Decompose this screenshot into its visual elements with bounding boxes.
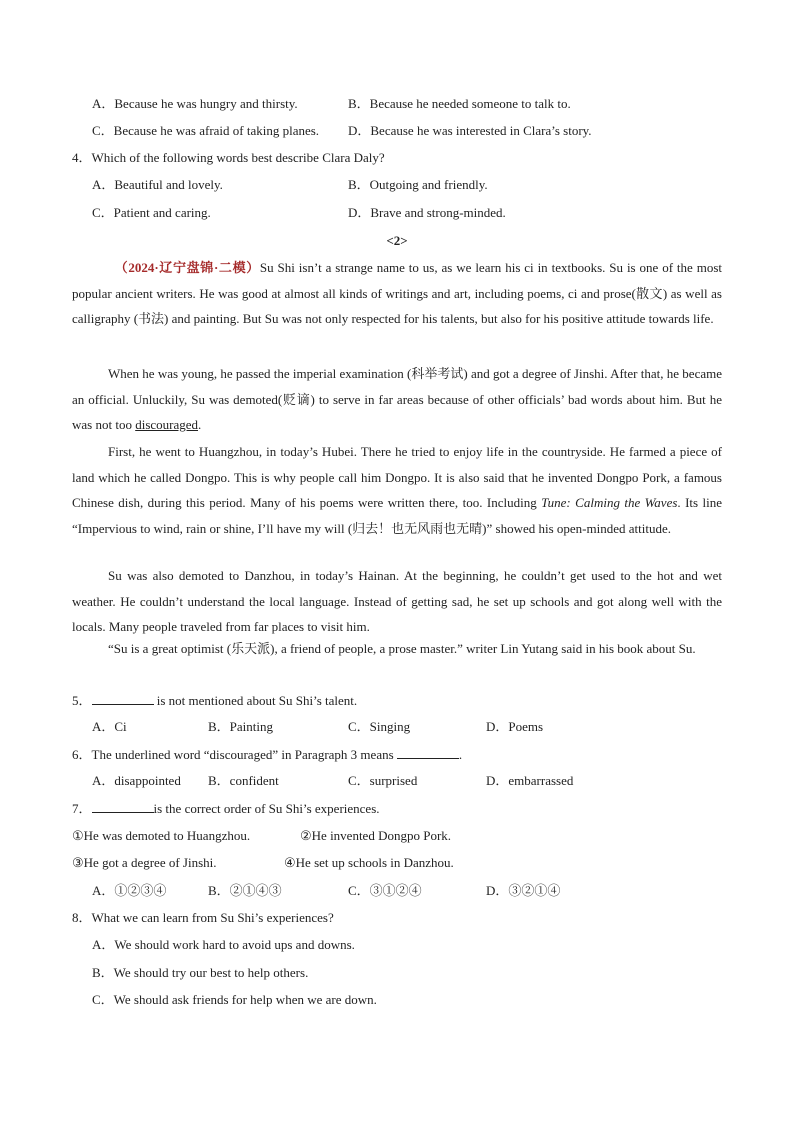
q7-option-d: D．③②①④ [486, 883, 561, 898]
q4-option-b: B．Outgoing and friendly. [348, 177, 488, 192]
answer-blank [397, 746, 459, 759]
q6-option-d: D．embarrassed [486, 773, 574, 788]
q5-stem [72, 692, 357, 709]
q8-option-b: B．We should try our best to help others. [92, 965, 309, 980]
answer-blank [92, 800, 154, 813]
q3-option-c: C．Because he was afraid of taking planes. [92, 123, 320, 138]
q5-option-d: D．Poems [486, 719, 544, 734]
q7-event-3: ③He got a degree of Jinshi. [72, 855, 217, 870]
q7-event-4: ④He set up schools in Danzhou. [284, 855, 454, 870]
passage-source: （2024·辽宁盘锦·二模） [114, 260, 260, 275]
q4-option-c: C．Patient and caring. [92, 205, 211, 220]
passage-paragraph-3 [72, 439, 722, 541]
q6-option-a: A．disappointed [92, 773, 181, 788]
q6-text: 6．The underlined word “discouraged” in Paragraph 3 means [72, 747, 397, 762]
q3-option-b: B．Because he needed someone to talk to. [348, 96, 571, 111]
q7-number: 7． [72, 801, 92, 816]
q6-end: . [458, 747, 463, 762]
passage-p2-end: . [198, 417, 202, 432]
q4-option-a: A．Beautiful and lovely. [92, 177, 223, 192]
q7-event-1: ①He was demoted to Huangzhou. [72, 828, 251, 843]
q4-option-d: D．Brave and strong-minded. [348, 205, 506, 220]
q3-option-a: A．Because he was hungry and thirsty. [92, 96, 298, 111]
passage-p3-text-b: . Its line “Impervious to wind, rain or shine, I’ll have my will (归去！也无风雨也无晴)” showed his open-minded attitude. [72, 495, 722, 536]
passage-paragraph-2 [72, 361, 722, 438]
passage-paragraph-4: Su was also demoted to Danzhou, in today’s Hainan. At the beginning, he couldn’t get used to the hot and wet weather. He couldn’t understand the local language. Instead of getting sad, he set up schools and got along well with the locals. Many people traveled from far places to visit him. [72, 568, 722, 634]
q7-text: is the correct order of Su Shi’s experiences. [153, 801, 380, 816]
q5-option-b: B．Painting [208, 719, 274, 734]
q7-event-2: ②He invented Dongpo Pork. [300, 828, 452, 843]
poem-title: Tune: Calming the Waves [541, 495, 678, 510]
q6-option-b: B．confident [208, 773, 279, 788]
q6-stem [72, 746, 462, 763]
passage-p3-text: First, he went to Huangzhou, in today’s Hubei. There he tried to enjoy life in the countryside. He farmed a piece of land which he called Dongpo. This is why people call him Dongpo. It is also said that he invented Dongpo Pork, a famous Chinese dish, during this period. Many of his poems were written there, too. Including [72, 444, 722, 510]
underlined-word: discouraged [135, 417, 199, 432]
q5-option-a: A．Ci [92, 719, 127, 734]
section-title: <2> [386, 233, 408, 248]
passage-p2-text: When he was young, he passed the imperial examination (科举考试) and got a degree of Jinshi. After that, he became an official. Unluckily, Su was demoted(贬谪) to serve in far areas because of other officials’ bad words about him. But he was not too [72, 366, 722, 432]
answer-blank [92, 692, 154, 705]
passage-paragraph-5: “Su is a great optimist (乐天派), a friend of people, a prose master.” writer Lin Yutang said in his book about Su. [108, 641, 696, 656]
q7-option-a: A．①②③④ [92, 883, 167, 898]
q4-stem: 4．Which of the following words best describe Clara Daly? [72, 150, 385, 165]
q7-option-c: C．③①②④ [348, 883, 422, 898]
q5-number: 5． [72, 693, 92, 708]
q3-option-d: D．Because he was interested in Clara’s story. [348, 123, 592, 138]
q8-option-a: A．We should work hard to avoid ups and downs. [92, 937, 355, 952]
q5-text: is not mentioned about Su Shi’s talent. [153, 693, 358, 708]
q8-option-c: C．We should ask friends for help when we are down. [92, 992, 377, 1007]
q7-option-b: B．②①④③ [208, 883, 282, 898]
passage-paragraph-1 [72, 255, 722, 332]
q5-option-c: C．Singing [348, 719, 411, 734]
passage-p1-text: Su Shi isn’t a strange name to us, as we learn his ci in textbooks. Su is one of the most popular ancient writers. He was good at almost all kinds of writings and art, including poems, ci and prose(散文) as well as calligraphy (书法) and painting. But Su was not only respected for his talents, but also for his positive attitude towards life. [72, 260, 723, 326]
q6-option-c: C．surprised [348, 773, 418, 788]
q8-stem: 8．What we can learn from Su Shi’s experiences? [72, 910, 334, 925]
q7-stem [72, 800, 380, 817]
